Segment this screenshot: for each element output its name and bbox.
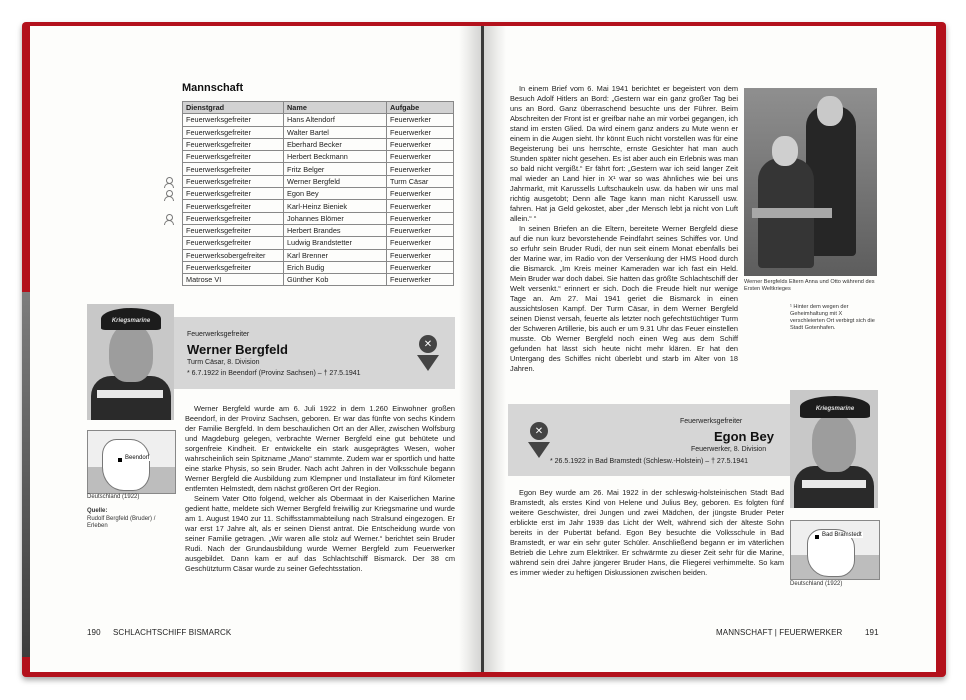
location-marker <box>815 535 819 539</box>
crew-table-body <box>183 114 454 286</box>
cell-name: Günther Kob <box>284 274 387 286</box>
right-page <box>484 26 936 672</box>
profile-assignment: Turm Cäsar, 8. Division <box>187 359 260 366</box>
rank-badge <box>417 335 439 371</box>
chevron-insignia-icon <box>417 355 439 371</box>
cell-task: Feuerwerker <box>387 212 454 224</box>
cell-rank: Feuerwerksgefreiter <box>183 126 284 138</box>
cell-task: Feuerwerker <box>387 126 454 138</box>
cell-rank: Feuerwerksgefreiter <box>183 114 284 126</box>
profile-dates: * 6.7.1922 in Beendorf (Provinz Sachsen) – † 27.5.1941 <box>187 370 361 377</box>
paragraph: Werner Bergfeld wurde am 6. Juli 1922 in dem 1.260 Einwohner großen Beendorf, in der Provinz Sachsen, geboren. Er war das fünfte von sechs Kindern der Familie Bergfeld. In dem beschaulichen Ort an der Aller, zwischen Wolfsburg und Magdeburg gelegen, verbrachte Werner Bergfeld eine gut behütete und sorgenfreie Kindheit. Er entwickelte ein stark ausgeprägtes Wesen, woher wahrscheinlich sein Spitzname „Mano“ stammte. Zudem war er sportlich und hatte eine starke Physis, so sein Bruder. Nach acht Jahren in der Volksschule begann Werner Bergfeld die Ausbildung zum Klempner und Installateur im fünf Kilometer entfernten Helmstedt, dem nächst größeren Ort der Region. <box>185 404 455 493</box>
map-caption: Deutschland (1922) <box>790 581 843 587</box>
profile-assignment: Feuerwerker, 8. Division <box>691 446 767 453</box>
cell-rank: Feuerwerksgefreiter <box>183 175 284 187</box>
table-row <box>183 237 454 249</box>
cell-name: Egon Bey <box>284 188 387 200</box>
cell-rank: Matrose VI <box>183 274 284 286</box>
letter-text <box>510 84 738 374</box>
cell-name: Johannes Blömer <box>284 212 387 224</box>
source-note <box>87 508 171 531</box>
photo-parents <box>744 88 877 276</box>
cell-rank: Feuerwerksgefreiter <box>183 224 284 236</box>
table-row <box>183 163 454 175</box>
header-rank: Dienstgrad <box>183 102 284 114</box>
cell-rank: Feuerwerksgefreiter <box>183 237 284 249</box>
map-caption: Deutschland (1922) <box>87 494 140 500</box>
cell-task: Feuerwerker <box>387 237 454 249</box>
table-row <box>183 126 454 138</box>
table-row <box>183 151 454 163</box>
paragraph: Seinem Vater Otto folgend, welcher als Obermaat in der Kaiserlichen Marine gedient hatte, meldete sich Werner Bergfeld freiwillig zur Kriegsmarine und wurde am 1. August 1940 zur 11. Schiffsstammabteilung nach Stralsund eingezogen. Er war erst 17 Jahre alt, als er seinen Dienst antrat. Die Entscheidung wurde von seiner Familie getragen. „Wir waren alle stolz auf Werner.“ berichtet sein Bruder Rudi. Nach der Grundausbildung wurde Werner Bergfeld zum Feuerwerker ausgebildet. Dann kam er auf das Schlachtschiff Bismarck. Der 38 cm Geschützturm Cäsar wurde zu seiner Gefechtsstation. <box>185 494 455 573</box>
crew-table <box>182 101 454 286</box>
cell-name: Eberhard Becker <box>284 138 387 150</box>
cell-task: Feuerwerker <box>387 163 454 175</box>
cell-task: Feuerwerker <box>387 224 454 236</box>
profile-name: Egon Bey <box>714 429 774 444</box>
cell-task: Feuerwerker <box>387 151 454 163</box>
cell-name: Ludwig Brandstetter <box>284 237 387 249</box>
cell-name: Herbert Brandes <box>284 224 387 236</box>
cap-band-text: Kriegsmarine <box>815 406 855 412</box>
photo-caption: Werner Bergfelds Eltern Anna und Otto während des Ersten Weltkrieges <box>744 279 875 292</box>
rank-badge <box>528 422 550 458</box>
cell-name: Herbert Beckmann <box>284 151 387 163</box>
table-row <box>183 138 454 150</box>
paragraph: In einem Brief vom 6. Mai 1941 berichtet er begeistert von dem Besuch Adolf Hitlers an Bord: „Gestern war ein ganz großer Tag bei uns an Bord. Ganz überraschend besuchte uns der Führer. Beim Abschreiten der Front ist er greifbar nahe an mir vorbei gegangen, ich stand im ersten Glied. Da wird einem ganz anders zu Mute wenn er einem in die Augen sieht. Ihr könnt Euch nicht vorstellen was für eine Begeisterung bei uns herrschte, ernste Gesichter hat man auch Stunden später nicht gesehen. Es ist aber auch ein Erlebnis was man so bald nicht vergißt.“ Er fährt fort: „Gestern war ich seid langer Zeit mal wieder an Land hier in X¹ war so was ähnliches wie bei uns Jahrmarkt, mit Karussells Luftschaukeln usw. da haben wir uns mal richtig ausgetobt; Denn alle Tage kann man nicht Karussell usw. fahren. Hat ja Geld gekostet, aber „der Mensch lebt ja nicht von Luft allein.“ “ <box>510 84 739 223</box>
cell-task: Feuerwerker <box>387 114 454 126</box>
cell-rank: Feuerwerksgefreiter <box>183 212 284 224</box>
cell-rank: Feuerwerksobergefreiter <box>183 249 284 261</box>
location-marker <box>118 458 122 462</box>
cell-name: Fritz Belger <box>284 163 387 175</box>
gutter-shadow-left <box>459 26 481 672</box>
page-number-right: 191 <box>865 628 879 637</box>
gutter-shadow-right <box>484 26 506 672</box>
cell-rank: Feuerwerksgefreiter <box>183 188 284 200</box>
table-row <box>183 200 454 212</box>
bey-biography <box>510 488 784 578</box>
cell-task: Feuerwerker <box>387 200 454 212</box>
cell-name: Karl-Heinz Bieniek <box>284 200 387 212</box>
face <box>109 324 153 382</box>
map-germany <box>87 430 176 494</box>
person-icon <box>164 214 173 224</box>
bergfeld-biography <box>185 404 455 574</box>
table-row <box>183 261 454 273</box>
profile-dates: * 26.5.1922 in Bad Bramstedt (Schlesw.-Holstein) – † 27.5.1941 <box>550 458 749 465</box>
crew-table-header <box>183 102 454 114</box>
cell-task: Feuerwerker <box>387 249 454 261</box>
cap-band-text: Kriegsmarine <box>111 318 151 324</box>
cell-name: Werner Bergfeld <box>284 175 387 187</box>
chevron-insignia-icon <box>528 442 550 458</box>
table-row <box>183 175 454 187</box>
running-title-right: MANNSCHAFT | FEUERWERKER <box>716 628 843 637</box>
profile-rank: Feuerwerksgefreiter <box>187 331 250 338</box>
left-page <box>30 26 481 672</box>
profile-rank: Feuerwerksgefreiter <box>680 418 743 425</box>
uniform-collar <box>97 390 163 398</box>
uniform-collar <box>802 480 866 488</box>
cell-rank: Feuerwerksgefreiter <box>183 200 284 212</box>
table-row <box>183 274 454 286</box>
table-row <box>183 188 454 200</box>
cell-name: Hans Altendorf <box>284 114 387 126</box>
cell-rank: Feuerwerksgefreiter <box>183 151 284 163</box>
section-title: Mannschaft <box>182 82 244 94</box>
cell-name: Karl Brenner <box>284 249 387 261</box>
cell-task: Feuerwerker <box>387 188 454 200</box>
face <box>812 414 856 472</box>
source-text: Rudolf Bergfeld (Bruder) / Erleben <box>87 515 156 529</box>
table-row <box>183 249 454 261</box>
table-row <box>183 114 454 126</box>
table-row <box>183 212 454 224</box>
paragraph: Egon Bey wurde am 26. Mai 1922 in der schleswig-holsteinischen Stadt Bad Bramstedt, als erstes Kind von Helene und Julius Bey, geboren. Es folgten fünf weitere Geschwister, drei Jungen und zwei Mädchen, der jüngste Bruder Peter erblickte erst im Jahr 1939 das Licht der Welt, während sich der älteste Sohn bereits in der Pubertät befand. Egon Bey besuchte die Volksschule in Bad Bramstedt, er war ein sehr guter Schüler. Anschließend begann er im väterlichen Betrieb die Lehre zum Elektriker. Er schwärmte zu dieser Zeit sehr für die Marine, während sein drei Jahre jüngerer Bruder Hans, die Fliegerei verhimmelte. So kam es immer wieder zu heftigen Diskussionen zwischen beiden. <box>510 488 784 577</box>
cell-rank: Feuerwerksgefreiter <box>183 163 284 175</box>
cell-task: Feuerwerker <box>387 138 454 150</box>
crossed-cannons-icon: ✕ <box>419 335 437 353</box>
source-label: Quelle: <box>87 508 108 514</box>
table-row <box>183 224 454 236</box>
map-location-label: Bad Bramstedt <box>822 532 862 538</box>
map-location-label: Beendorf <box>125 455 150 461</box>
cell-rank: Feuerwerksgefreiter <box>183 138 284 150</box>
header-task: Aufgabe <box>387 102 454 114</box>
uniform <box>91 376 171 420</box>
cell-name: Walter Bartel <box>284 126 387 138</box>
portrait-egon-bey <box>790 390 878 508</box>
person-icon <box>164 190 173 200</box>
cell-task: Feuerwerker <box>387 261 454 273</box>
header-name: Name <box>284 102 387 114</box>
footnote: ¹ Hinter dem wegen der Geheimhaltung mit X verschleierten Ort verbirgt sich die Stadt Gotenhafen. <box>790 304 875 331</box>
running-title-left: SCHLACHTSCHIFF BISMARCK <box>113 628 232 637</box>
paragraph: In seinen Briefen an die Eltern, bereitete Werner Bergfeld diese auf die nun kurz bevorstehende Feindfahrt seines Schiffes vor. Und so erfuhr sein Bruder Rudi, der nun seit einem Monat ebenfalls bei der Marine war, im Radio von der Versenkung der HMS Hood durch die Bismarck. „Im Kreis meiner Kameraden war ich fast ein Held. Mein Bruder war doch dabei. Sie hatten das größte Schlachtschiff der Welt versenkt.“ erinnert er sich. Doch die Freude hielt nur wenige Tage an. Am 27. Mai 1941 geriet die Bismarck in einen aussichtslosen Kampf. Der Turm Cäsar, in dem Werner Bergfeld seinen Dienst versah, feuerte als letzter noch gefechtstüchtiger Turm der Schweren Artillerie, bis auch er um 9.31 Uhr das Feuer einstellen musste. Ob Werner Bergfeld noch einen Weg aus dem Schiff gefunden hat lässt sich heute nicht mehr klären. Er hat den Untergang des Schiffes nicht überlebt und starb im Alter von 18 Jahren. <box>510 224 738 373</box>
cell-rank: Feuerwerksgefreiter <box>183 261 284 273</box>
portrait-werner-bergfeld <box>87 304 174 420</box>
person-icon <box>164 177 173 187</box>
map-germany <box>790 520 880 580</box>
cell-task: Feuerwerker <box>387 274 454 286</box>
profile-name: Werner Bergfeld <box>187 342 288 357</box>
crossed-cannons-icon: ✕ <box>530 422 548 440</box>
page-number-left: 190 <box>87 628 101 637</box>
cell-name: Erich Budig <box>284 261 387 273</box>
cell-task: Turm Cäsar <box>387 175 454 187</box>
